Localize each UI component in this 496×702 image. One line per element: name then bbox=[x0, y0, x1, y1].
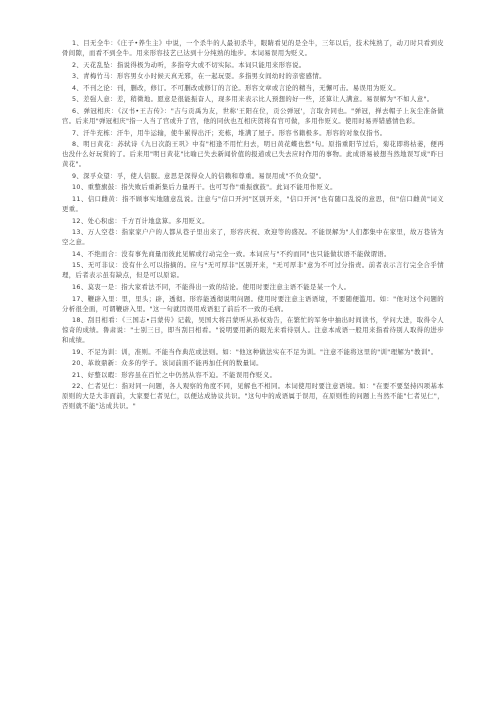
idiom-entry bbox=[62, 171, 444, 181]
entry-number: 3、 bbox=[72, 72, 84, 81]
entry-number: 11、 bbox=[72, 194, 88, 203]
entry-text: 莫衷一是：指大家看法不同，不能得出一致的结论。使用时要注意主语不能是某一个人。 bbox=[87, 282, 351, 291]
idiom-entry bbox=[62, 94, 444, 104]
entry-text: 好整以暇：形容虽在百忙之中仍然从容不迫。不能误用作贬义。 bbox=[87, 370, 277, 379]
entry-text: 明日黄花：苏轼诗《九日次韵王巩》中有"相逢不用忙归去，明日黄花蝶也愁"句。原指重阳节过后，菊花即将枯萎，便再也没什么好玩赏的了。后来用"明日黄花"比喻已失去新闻价值的报道或已失去应时作用的事物。此成语易被想当然地误写成"昨日黄花"。 bbox=[62, 140, 444, 169]
entry-text: 刮目相看：《三国志•吕蒙传》记载，吴国大将吕蒙听从孙权劝告，在繁忙的军务中抽出时间读书，学问大进，取得令人惊奇的成绩。鲁肃说："士别三日，即当刮目相看。"说明要用新的眼光来看待别人。注意本成语一般用来指看待别人取得的进步和成绩。 bbox=[62, 316, 444, 345]
idiom-entry bbox=[62, 260, 444, 280]
entry-text: 鞭辟入里：里，里头；辟，透彻。形容能透彻说明问题。使用时要注意主语语境，不要随便滥用。如："他对这个问题的分析很全面，可谓鞭辟入里。"这一句就因误用成语犯了前后不一致的毛病。 bbox=[62, 294, 444, 313]
entry-number: 9、 bbox=[72, 171, 84, 180]
entry-number: 2、 bbox=[72, 60, 84, 69]
idiom-entry bbox=[62, 249, 444, 259]
entry-text: 不绝而合：没有事先商量而彼此见解或行动完全一致。本词应与"不约而同"也只能做状语不能做谓语。 bbox=[87, 249, 391, 258]
entry-text: 差强人意：差，稍微地。愿意是很能振奋人，现多用来表示比人预想的好一些，还算让人满意。易误解为"不如人意"。 bbox=[83, 95, 434, 104]
entry-number: 16、 bbox=[72, 282, 88, 291]
idiom-entry bbox=[62, 83, 444, 93]
entry-number: 6、 bbox=[72, 106, 84, 115]
entry-text: 目无全牛：《庄子•养生主》中说，一个杀牛的人最初杀牛，眼睛看见的是全牛，三年以后，技术纯熟了，动刀时只看到皮骨间隙，而看不到全牛。用来形容技艺已达到十分纯熟的地步。本词易误用为贬义。 bbox=[62, 39, 444, 57]
idiom-entry bbox=[62, 315, 444, 345]
entry-number: 5、 bbox=[72, 95, 84, 104]
entry-text: 深孚众望：孚，使人信服。意思是深得众人的信赖和尊重。易误用成"不负众望"。 bbox=[83, 171, 326, 180]
idiom-entry bbox=[62, 38, 444, 58]
entry-number: 21、 bbox=[72, 370, 88, 379]
idiom-entry bbox=[62, 370, 444, 380]
idiom-entry bbox=[62, 139, 444, 169]
entry-number: 12、 bbox=[72, 216, 88, 225]
idiom-entry bbox=[62, 194, 444, 214]
idiom-entry bbox=[62, 182, 444, 192]
entry-text: 汗牛充栋：汗牛，用牛运输，使牛累得出汗；充栋，堆满了屋子。形容书籍极多。形容的对象仅指书。 bbox=[83, 128, 387, 137]
entry-text: 革故鼎新：众多的学子。该词前面不能再加任何的数量词。 bbox=[87, 359, 263, 368]
entry-text: 无可非议：没有什么可以指摘的。应与"无可厚非"区别开来，"无可厚非"意为不可过分指责。前者表示言行完全合乎情理，后者表示虽有缺点，但是可以原谅。 bbox=[62, 261, 445, 280]
entry-number: 14、 bbox=[72, 249, 88, 258]
entry-text: 天花乱坠：指说得极为动听，多指夸大或不切实际。本词只能用来形容说。 bbox=[83, 60, 306, 69]
idiom-entry-list bbox=[62, 38, 444, 411]
entry-number: 17、 bbox=[72, 294, 88, 303]
idiom-entry bbox=[62, 381, 444, 411]
entry-number: 15、 bbox=[72, 261, 88, 270]
idiom-entry bbox=[62, 216, 444, 226]
entry-text: 仁者见仁：指对同一问题，各人观察的角度不同，见解也不相同。本词使用时要注意语境。如："在要不要坚持四项基本原则的大是大非面前，大家要仁者见仁，以便达成协议共识。"这句中的成语属于误用，在原则性的问题上当然不能"仁者见仁"，否则就不能"达成共识。" bbox=[62, 382, 444, 411]
entry-number: 7、 bbox=[72, 128, 84, 137]
entry-number: 8、 bbox=[72, 140, 84, 149]
entry-number: 13、 bbox=[72, 228, 88, 237]
entry-number: 18、 bbox=[72, 316, 88, 325]
entry-number: 4、 bbox=[72, 83, 84, 92]
idiom-entry bbox=[62, 106, 444, 126]
idiom-entry bbox=[62, 60, 444, 70]
entry-number: 19、 bbox=[72, 347, 88, 356]
idiom-entry bbox=[62, 347, 444, 357]
idiom-entry bbox=[62, 71, 444, 81]
entry-number: 10、 bbox=[72, 183, 88, 192]
entry-number: 1、 bbox=[72, 39, 84, 47]
idiom-entry bbox=[62, 294, 444, 314]
idiom-entry bbox=[62, 227, 444, 247]
entry-text: 万人空巷：指家家户户的人都从巷子里出来了，形容庆祝、欢迎等的盛况。不能误解为"人们都集中在家里，故万巷皆为空之意。 bbox=[62, 228, 444, 247]
idiom-entry bbox=[62, 358, 444, 368]
entry-number: 22、 bbox=[72, 382, 88, 391]
entry-text: 处心积虑：千方百计地盘算。多用贬义。 bbox=[87, 216, 209, 225]
entry-text: 弹冠相庆：《汉书•王吉传》："吉与贡禹为友，世称'王阳在位，贡公弹冠'，言取舍同也。"弹冠，掸去帽子上灰尘准备做官。后来用"弹冠相庆"指一人当了官或升了官，他的同伙也互相庆贺将有官可做，多用作贬义。使用时易弄错感情色彩。 bbox=[62, 106, 444, 125]
idiom-entry bbox=[62, 128, 444, 138]
entry-text: 信口雌黄：指不顾事实地随意乱说。注意与"信口开河"区别开来，"信口开河"也有随口乱说的意思，但"信口雌黄"词义更重。 bbox=[62, 194, 444, 213]
entry-number: 20、 bbox=[72, 359, 88, 368]
idiom-entry bbox=[62, 282, 444, 292]
entry-text: 青梅竹马：形容男女小时候天真无邪，在一起玩耍。多指男女间幼时的亲密感情。 bbox=[83, 72, 326, 81]
entry-text: 不刊之论：刊，删改，修订。不可删改或修订的言论。形容文章或言论的精当，无懈可击。易误用为贬义。 bbox=[83, 83, 400, 92]
entry-text: 重整旗鼓：指失败后重新集后力量再干。也可写作"重振旗鼓"。此词不能用作贬义。 bbox=[87, 183, 337, 192]
entry-text: 不足为训：训，准则。不能当作典范或法则。如："他这种做法实在不足为训。"注意不能将这里的"训"理解为"教训"。 bbox=[87, 347, 438, 356]
